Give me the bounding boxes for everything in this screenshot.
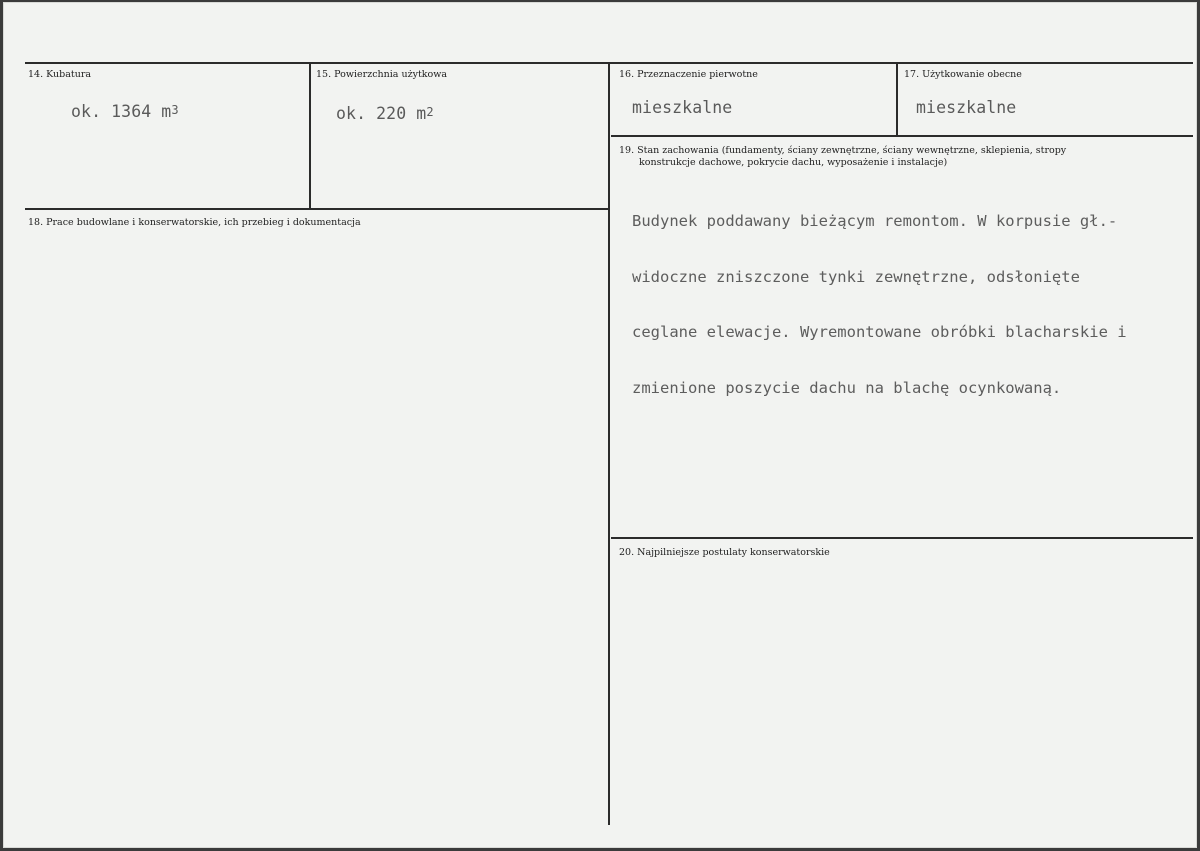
field-14-label: 14. Kubatura	[28, 69, 92, 80]
field-14-unit-exponent: 3	[171, 103, 179, 117]
rule-under-14-15	[25, 208, 610, 210]
field-20-label: 20. Najpilniejsze postulaty konserwatorskie	[619, 547, 830, 558]
divider-16-17	[896, 63, 898, 136]
rule-under-16-17	[611, 135, 1193, 137]
field-15-value-text: ok. 220 m	[336, 104, 427, 123]
field-19-label-line2: konstrukcje dachowe, pokrycie dachu, wyposażenie i instalacje)	[639, 157, 948, 168]
record-card	[3, 2, 1197, 848]
field-19-label-line1: 19. Stan zachowania (fundamenty, ściany zewnętrzne, ściany wewnętrzne, sklepienia, stropy	[619, 145, 1067, 156]
field-17-label: 17. Użytkowanie obecne	[904, 69, 1022, 80]
field-15-value	[336, 104, 434, 123]
field-14-value	[71, 102, 179, 121]
field-15-label: 15. Powierzchnia użytkowa	[316, 69, 448, 80]
field-19-line: zmienione poszycie dachu na blachę ocynkowaną.	[632, 378, 1062, 397]
field-14-value-text: ok. 1364 m	[71, 102, 172, 121]
divider-left-right	[608, 63, 610, 825]
field-19-text	[632, 175, 1127, 434]
field-19-line: widoczne zniszczone tynki zewnętrzne, odsłonięte	[632, 267, 1080, 286]
field-15-unit-exponent: 2	[426, 105, 434, 119]
field-19-line: ceglane elewacje. Wyremontowane obróbki blacharskie i	[632, 323, 1127, 341]
field-18-label: 18. Prace budowlane i konserwatorskie, ich przebieg i dokumentacja	[28, 217, 361, 228]
field-17-value: mieszkalne	[916, 98, 1017, 117]
field-16-value: mieszkalne	[632, 98, 733, 117]
field-16-label: 16. Przeznaczenie pierwotne	[619, 69, 758, 80]
field-19-line: Budynek poddawany bieżącym remontom. W korpusie gł.-	[632, 212, 1118, 230]
rule-above-20	[611, 537, 1193, 539]
divider-14-15	[309, 63, 311, 209]
